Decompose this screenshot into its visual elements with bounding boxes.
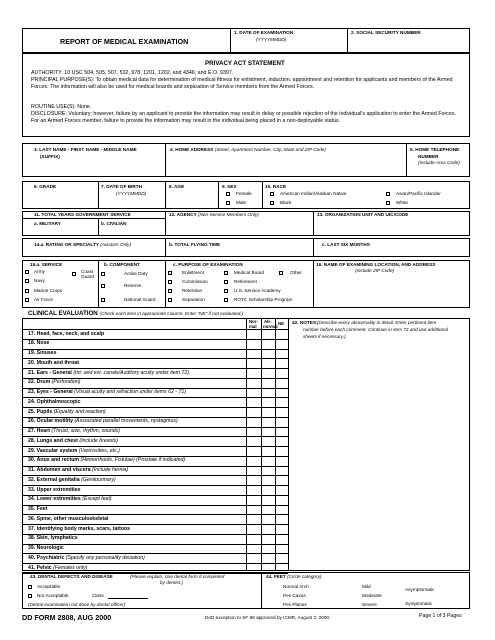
clinical-item-number: 40.	[28, 554, 36, 561]
col-normal-header: Nor-	[249, 319, 259, 324]
purpose-retention-checkbox[interactable]	[168, 289, 172, 293]
clinical-item-text: Psychiatric	[36, 554, 65, 561]
service-marines-checkbox[interactable]	[25, 289, 29, 293]
clinical-abnormal-cell[interactable]	[262, 457, 274, 465]
clinical-ne-cell[interactable]	[276, 398, 287, 406]
dental-explanation-field[interactable]	[150, 586, 259, 608]
clinical-item-row	[28, 351, 57, 356]
clinical-item-row	[28, 488, 81, 493]
clinical-ne-cell[interactable]	[276, 379, 287, 387]
clinical-abnormal-cell[interactable]	[262, 447, 274, 455]
purpose-commission-label: Commission	[182, 279, 208, 284]
component-reserve-checkbox[interactable]	[101, 284, 105, 288]
purpose-retirement-checkbox[interactable]	[224, 280, 228, 284]
privacy-disclosure: DISCLOSURE: Voluntary; however, failure by an applicant to provide the information may result in delay or possible rejection of the individual's application to enter the Armed Forces. For an Armed Forces member, failure to provide the information may result in the individual being placed in a non-deployable status.	[31, 111, 456, 124]
clinical-item-row	[28, 468, 128, 473]
component-label: b. COMPONENT	[104, 262, 140, 267]
clinical-abnormal-cell[interactable]	[262, 359, 274, 367]
org-unit-field[interactable]	[315, 220, 468, 235]
age-field[interactable]	[167, 192, 217, 208]
clinical-ne-cell[interactable]	[276, 545, 287, 553]
clinical-abnormal-cell[interactable]	[262, 564, 274, 572]
clinical-item-number: 27.	[28, 428, 36, 434]
clinical-item-text: Sinuses	[36, 350, 57, 356]
military-label: a. MILITARY	[34, 221, 61, 226]
feet-label: 44. FEET (Circle category)	[266, 574, 322, 579]
clinical-abnormal-cell[interactable]	[262, 408, 274, 416]
clinical-abnormal-cell[interactable]	[262, 437, 274, 445]
notes-hint-1: (Describe every abnormality in detail. Enter pertinent item	[317, 320, 437, 325]
clinical-normal-cell[interactable]	[247, 515, 260, 523]
sex-male-label: Male	[236, 200, 247, 205]
clinical-item-number: 37.	[28, 525, 36, 532]
grade-label: 6. GRADE	[34, 184, 57, 189]
clinical-item-text: Drum	[36, 379, 51, 386]
clinical-abnormal-cell[interactable]	[262, 418, 274, 426]
flying-time-label: b. TOTAL FLYING TIME	[169, 242, 221, 247]
clinical-item-number: 31.	[28, 467, 36, 473]
date-of-exam-format: (YYYYMMDD)	[256, 37, 287, 42]
clinical-evaluation-heading: CLINICAL EVALUATION (Check each item in appropriate column. Enter "NE" if not evaluated.)	[28, 310, 244, 317]
clinical-item-number: 25.	[28, 408, 36, 415]
clinical-ne-cell[interactable]	[276, 457, 287, 465]
component-active-checkbox[interactable]	[101, 272, 105, 276]
feet-pes-planus[interactable]: Pes Planus	[283, 602, 307, 607]
race-black-checkbox[interactable]	[270, 201, 274, 205]
purpose-rotc-label: ROTC Scholarship Program	[234, 297, 293, 302]
purpose-retention-label: Retention	[182, 288, 203, 293]
clinical-item-hint: (Varicosities, etc.)	[78, 447, 120, 454]
clinical-normal-cell[interactable]	[247, 457, 260, 465]
dob-field[interactable]	[100, 198, 164, 208]
notes-hint-2: number before each comment. Continue in item 73 and use additional	[303, 327, 448, 332]
clinical-item-number: 41.	[28, 564, 36, 571]
dental-class-field[interactable]	[108, 593, 148, 599]
clinical-item-number: 24.	[28, 398, 36, 405]
privacy-routine-use: ROUTINE USE(S): None.	[31, 104, 92, 110]
clinical-ne-cell[interactable]	[276, 525, 287, 533]
exam-location-field[interactable]	[315, 276, 468, 307]
clinical-item-number: 32.	[28, 476, 36, 483]
name-suffix-label: (SUFFIX)	[40, 154, 60, 159]
race-asian-label: Asian/Pacific Islander	[396, 191, 441, 196]
clinical-normal-cell[interactable]	[247, 398, 260, 406]
dental-not-acceptable-checkbox[interactable]	[28, 594, 32, 598]
clinical-ne-cell[interactable]	[276, 359, 287, 367]
clinical-item-row	[28, 371, 189, 376]
clinical-item-row	[28, 439, 118, 444]
clinical-item-text: Anus and rectum	[36, 457, 80, 464]
clinical-item-text: Lower extremities	[36, 496, 81, 503]
rating-label: 14.a. RATING OR SPECIALTY (Aviators Only)	[34, 242, 132, 247]
clinical-item-row	[28, 556, 145, 561]
clinical-item-hint: (Equality and reaction)	[53, 408, 106, 415]
home-address-field[interactable]	[167, 155, 405, 176]
clinical-item-hint: (Visual acuity and refraction under items 62 - 71)	[74, 389, 186, 395]
race-asian-checkbox[interactable]	[386, 192, 390, 196]
exam-purpose-label: c. PURPOSE OF EXAMINATION	[173, 262, 243, 267]
service-army-label: Army	[34, 269, 45, 274]
clinical-ne-cell[interactable]	[276, 437, 287, 445]
component-active-label: Active Duty	[124, 271, 148, 276]
clinical-item-text: Upper extremities	[36, 486, 81, 493]
clinical-normal-cell[interactable]	[247, 467, 260, 475]
clinical-item-text: Ophthalmoscopic	[36, 398, 81, 405]
clinical-item-hint: (Females only)	[53, 564, 88, 571]
service-marines-label: Marine Corps	[34, 288, 63, 293]
clinical-item-hint: (Associated parallel movements, nystagmus)	[74, 418, 178, 425]
clinical-item-row	[28, 478, 116, 483]
clinical-normal-cell[interactable]	[247, 525, 260, 533]
purpose-separation-label: Separation	[182, 297, 205, 302]
clinical-ne-cell[interactable]	[276, 369, 287, 377]
col-normal-header-2: mal	[249, 324, 257, 329]
purpose-separation-checkbox[interactable]	[168, 298, 172, 302]
clinical-item-row	[28, 527, 130, 532]
clinical-normal-cell[interactable]	[247, 408, 260, 416]
clinical-abnormal-cell[interactable]	[262, 554, 274, 562]
service-label: 15.a. SERVICE	[30, 262, 63, 267]
clinical-abnormal-cell[interactable]	[262, 369, 274, 377]
clinical-ne-cell[interactable]	[276, 554, 287, 562]
clinical-ne-cell[interactable]	[276, 350, 287, 358]
clinical-abnormal-cell[interactable]	[262, 330, 274, 338]
clinical-abnormal-cell[interactable]	[262, 467, 274, 475]
component-guard-checkbox[interactable]	[101, 298, 105, 302]
purpose-academy-checkbox[interactable]	[224, 289, 228, 293]
home-phone-field[interactable]	[408, 167, 468, 176]
clinical-ne-cell[interactable]	[276, 476, 287, 484]
clinical-normal-cell[interactable]	[247, 418, 260, 426]
clinical-item-hint: (Int. and ext. canals/Auditory acuity under item 72)	[73, 369, 189, 376]
flying-time-field[interactable]	[167, 249, 312, 256]
clinical-ne-cell[interactable]	[276, 564, 287, 572]
clinical-abnormal-cell[interactable]	[262, 379, 274, 387]
purpose-enlistment-checkbox[interactable]	[168, 271, 172, 275]
clinical-normal-cell[interactable]	[247, 564, 260, 572]
service-navy-checkbox[interactable]	[25, 279, 29, 283]
clinical-item-text: Spine, other musculoskeletal	[36, 515, 109, 522]
notes-hint-3: sheets if necessary.)	[303, 334, 346, 339]
clinical-normal-cell[interactable]	[247, 437, 260, 445]
purpose-enlistment-label: Enlistment	[182, 270, 204, 275]
exam-location-label: 16. NAME OF EXAMINING LOCATION, AND ADDRESS	[316, 262, 436, 267]
clinical-item-row	[28, 390, 186, 395]
clinical-ne-cell[interactable]	[276, 330, 287, 338]
clinical-item-row	[28, 458, 185, 463]
clinical-item-number: 19.	[28, 350, 36, 356]
clinical-item-number: 34.	[28, 496, 36, 503]
clinical-abnormal-cell[interactable]	[262, 525, 274, 533]
clinical-item-row	[28, 449, 120, 454]
clinical-abnormal-cell[interactable]	[262, 506, 274, 514]
clinical-normal-cell[interactable]	[247, 350, 260, 358]
clinical-item-row	[28, 497, 112, 502]
clinical-item-row	[28, 546, 64, 551]
col-ne-header: NE	[278, 321, 285, 326]
agency-field[interactable]	[167, 220, 312, 235]
clinical-ne-cell[interactable]	[276, 467, 287, 475]
clinical-item-row	[28, 400, 80, 405]
clinical-item-row	[28, 410, 106, 415]
clinical-abnormal-cell[interactable]	[262, 389, 274, 397]
ssn-field[interactable]	[349, 38, 467, 52]
purpose-medical-board-checkbox[interactable]	[224, 271, 228, 275]
clinical-item-row	[28, 380, 81, 385]
clinical-abnormal-cell[interactable]	[262, 535, 274, 543]
grade-field[interactable]	[24, 192, 96, 208]
dental-class-label: Class	[92, 593, 104, 598]
clinical-item-number: 39.	[28, 545, 36, 551]
home-address-label: 4. HOME ADDRESS (Street, Apartment Number, City, State and ZIP Code)	[170, 147, 326, 152]
civilian-label: b. CIVILIAN	[101, 221, 127, 226]
clinical-item-number: 18.	[28, 340, 36, 347]
home-phone-hint: (Include Area Code)	[418, 160, 460, 165]
dental-label: 43. DENTAL DEFECTS AND DISEASE	[30, 574, 113, 579]
service-army-checkbox[interactable]	[25, 270, 29, 274]
org-unit-label: 13. ORGANIZATION UNIT AND UIC/CODE	[317, 212, 409, 217]
clinical-item-hint: (Thrust, size, rhythm, sounds)	[51, 428, 121, 434]
clinical-abnormal-cell[interactable]	[262, 476, 274, 484]
clinical-abnormal-cell[interactable]	[262, 545, 274, 553]
clinical-item-text: Mouth and throat	[36, 359, 80, 366]
sex-female-label: Female	[236, 191, 252, 196]
dental-acceptable-label: Acceptable	[37, 584, 61, 589]
clinical-item-hint: (Include hernia)	[92, 467, 129, 473]
agency-label: 12. AGENCY (Non-Service Members Only)	[169, 212, 259, 217]
service-years-label: 11. TOTAL YEARS GOVERNMENT SERVICE	[34, 212, 131, 217]
date-of-exam-label: 1. DATE OF EXAMINATION	[234, 30, 294, 35]
notes-field[interactable]	[290, 342, 468, 570]
clinical-item-row	[28, 429, 120, 434]
clinical-normal-cell[interactable]	[247, 496, 260, 504]
sex-female-checkbox[interactable]	[226, 192, 230, 196]
feet-symptomatic[interactable]: Symptomatic	[405, 601, 433, 606]
clinical-item-number: 21.	[28, 369, 36, 376]
clinical-item-row	[28, 507, 47, 512]
clinical-item-row	[28, 332, 104, 337]
military-years-field[interactable]	[24, 228, 97, 235]
clinical-item-text: Feet	[36, 506, 48, 512]
six-months-field[interactable]	[315, 249, 468, 256]
privacy-purpose: PRINCIPAL PURPOSE(S): To obtain medical data for determination of medical fitness for enlistment, induction, appointment and retention for applicants and members of the Armed Forces. The information will also be used for medical boards and separation of Service members from the Armed Forces.	[31, 77, 453, 90]
clinical-abnormal-cell[interactable]	[262, 340, 274, 348]
clinical-item-hint: (Hemorrhoids, Fistulae) (Prostate if indicated)	[80, 457, 186, 464]
clinical-abnormal-cell[interactable]	[262, 350, 274, 358]
feet-normal-arch[interactable]: Normal Arch	[283, 584, 309, 589]
purpose-other-checkbox[interactable]	[279, 271, 283, 275]
purpose-medical-board-label: Medical Board	[234, 270, 264, 275]
clinical-abnormal-cell[interactable]	[262, 398, 274, 406]
service-air-force-label: Air Force	[34, 297, 54, 302]
clinical-item-hint: (Genitourinary)	[81, 476, 116, 483]
dental-not-acceptable-label: Not Acceptable	[37, 593, 69, 598]
clinical-item-text: Neurologic	[36, 545, 64, 551]
clinical-item-number: 23.	[28, 389, 36, 395]
clinical-normal-cell[interactable]	[247, 330, 260, 338]
clinical-item-text: Heart	[36, 428, 50, 434]
name-label: 3. LAST NAME - FIRST NAME - MIDDLE NAME	[34, 147, 137, 152]
clinical-item-hint: (Perforation)	[51, 379, 81, 386]
clinical-item-row	[28, 517, 108, 522]
feet-pes-cavus[interactable]: Pes Cavus	[283, 593, 306, 598]
feet-mild[interactable]: Mild	[362, 584, 371, 589]
rating-field[interactable]	[24, 249, 164, 256]
clinical-item-text: Vascular system	[36, 447, 78, 454]
component-guard-label: National Guard	[124, 297, 156, 302]
clinical-item-text: Ears - General	[36, 369, 72, 376]
service-air-force-checkbox[interactable]	[25, 298, 29, 302]
civilian-years-field[interactable]	[100, 228, 164, 235]
purpose-commission-checkbox[interactable]	[168, 280, 172, 284]
home-phone-label-2: NUMBER	[418, 154, 439, 159]
privacy-heading: PRIVACY ACT STATEMENT	[205, 60, 285, 67]
dental-hint-1: (Please explain. Use dental form if completed	[130, 574, 225, 579]
clinical-item-number: 38.	[28, 535, 36, 542]
race-label: 10. RACE	[265, 184, 287, 189]
date-of-exam-field[interactable]	[232, 44, 345, 52]
clinical-item-number: 33.	[28, 486, 36, 493]
clinical-item-number: 30.	[28, 457, 36, 464]
name-field[interactable]	[24, 161, 164, 176]
dental-hint-2: by dentist.)	[160, 580, 183, 585]
clinical-normal-cell[interactable]	[247, 389, 260, 397]
clinical-item-number: 22.	[28, 379, 36, 386]
clinical-item-number: 20.	[28, 359, 36, 366]
clinical-item-number: 28.	[28, 437, 36, 444]
feet-moderate[interactable]: Moderate	[362, 593, 382, 598]
sex-label: 9. SEX	[222, 184, 237, 189]
clinical-item-text: Ocular motility	[36, 418, 73, 425]
clinical-item-row	[28, 341, 49, 346]
clinical-normal-cell[interactable]	[247, 545, 260, 553]
clinical-item-number: 26.	[28, 418, 36, 425]
race-native-checkbox[interactable]	[270, 192, 274, 196]
clinical-ne-cell[interactable]	[276, 486, 287, 494]
race-white-checkbox[interactable]	[386, 201, 390, 205]
clinical-item-number: 29.	[28, 447, 36, 454]
clinical-item-number: 36.	[28, 515, 36, 522]
clinical-item-row	[28, 536, 78, 541]
clinical-ne-cell[interactable]	[276, 506, 287, 514]
clinical-ne-cell[interactable]	[276, 340, 287, 348]
clinical-normal-cell[interactable]	[247, 340, 260, 348]
col-abnormal-header-2: normal	[263, 324, 278, 329]
service-coast-guard-checkbox[interactable]	[72, 272, 76, 276]
clinical-item-text: External genitalia	[36, 476, 80, 483]
clinical-abnormal-cell[interactable]	[262, 428, 274, 436]
col-abnormal-header: Ab-	[264, 319, 272, 324]
clinical-ne-cell[interactable]	[276, 496, 287, 504]
clinical-item-text: Abdomen and viscera	[36, 467, 91, 473]
clinical-normal-cell[interactable]	[247, 476, 260, 484]
age-label: 8. AGE	[169, 184, 185, 189]
clinical-item-text: Eyes - General	[36, 389, 73, 395]
clinical-normal-cell[interactable]	[247, 369, 260, 377]
race-white-label: White	[396, 200, 408, 205]
clinical-abnormal-cell[interactable]	[262, 515, 274, 523]
clinical-ne-cell[interactable]	[276, 408, 287, 416]
race-native-label: American Indian/Alaskan Native	[280, 191, 347, 196]
clinical-abnormal-cell[interactable]	[262, 496, 274, 504]
clinical-normal-cell[interactable]	[247, 535, 260, 543]
page-number: Page 1 of 3 Pages	[419, 613, 462, 619]
purpose-other-label: Other	[290, 270, 302, 275]
dob-format: (YYYYMMDD)	[116, 191, 147, 196]
clinical-normal-cell[interactable]	[247, 379, 260, 387]
component-reserve-label: Reserve	[124, 283, 142, 288]
clinical-ne-cell[interactable]	[276, 428, 287, 436]
clinical-normal-cell[interactable]	[247, 428, 260, 436]
sf88-exception-note: DoD exception to SF 88 approved by ICMR, August 3, 2000.	[205, 615, 331, 620]
form-title: REPORT OF MEDICAL EXAMINATION	[60, 37, 189, 46]
clinical-item-text: Pelvic	[36, 564, 52, 571]
clinical-ne-cell[interactable]	[276, 418, 287, 426]
purpose-rotc-checkbox[interactable]	[224, 298, 228, 302]
clinical-item-text: Identifying body marks, scars, tattoos	[36, 525, 131, 532]
purpose-retirement-label: Retirement	[234, 279, 257, 284]
clinical-normal-cell[interactable]	[247, 554, 260, 562]
service-navy-label: Navy	[34, 278, 45, 283]
form-number: DD FORM 2808, AUG 2000	[22, 613, 112, 622]
dental-footnote: (Dental examination not done by dental officer)	[28, 602, 126, 607]
clinical-item-text: Head, face, neck, and scalp	[36, 330, 105, 337]
sex-male-checkbox[interactable]	[226, 201, 230, 205]
clinical-normal-cell[interactable]	[247, 359, 260, 367]
clinical-item-text: Nose	[36, 340, 50, 347]
privacy-authority: AUTHORITY: 10 USC 504, 505, 507, 532, 978, 1201, 1202, and 4346; and E.O. 9397.	[31, 70, 234, 76]
feet-severe[interactable]: Severe	[362, 602, 377, 607]
clinical-item-number: 17.	[28, 330, 36, 337]
clinical-ne-cell[interactable]	[276, 447, 287, 455]
dob-label: 7. DATE OF BIRTH	[101, 184, 143, 189]
clinical-abnormal-cell[interactable]	[262, 486, 274, 494]
clinical-ne-cell[interactable]	[276, 535, 287, 543]
clinical-item-text: Pupils	[36, 408, 53, 415]
clinical-item-row	[28, 566, 87, 571]
clinical-item-hint: (Except feet)	[82, 496, 112, 503]
home-phone-label: 5. HOME TELEPHONE	[410, 147, 460, 152]
clinical-item-hint: (Include breasts)	[79, 437, 118, 444]
feet-asymptomatic[interactable]: Asymptomatic	[405, 587, 435, 592]
clinical-item-row	[28, 419, 178, 424]
race-black-label: Black	[280, 200, 292, 205]
clinical-item-number: 35.	[28, 506, 36, 512]
clinical-normal-cell[interactable]	[247, 486, 260, 494]
ssn-label: 2. SOCIAL SECURITY NUMBER	[351, 30, 421, 35]
clinical-item-row	[28, 361, 79, 366]
dental-acceptable-checkbox[interactable]	[28, 585, 32, 589]
service-coast-guard-label: Coast Guard	[81, 269, 95, 279]
notes-label: 42. NOTES:	[292, 320, 318, 325]
clinical-item-hint: (Specify any personality deviation)	[65, 554, 145, 561]
clinical-ne-cell[interactable]	[276, 389, 287, 397]
purpose-academy-label: U.S. Service Academy	[234, 288, 281, 293]
clinical-item-text: Lungs and chest	[36, 437, 78, 444]
six-months-label: c. LAST SIX MONTHS	[322, 242, 370, 247]
clinical-normal-cell[interactable]	[247, 506, 260, 514]
clinical-item-text: Skin, lymphatics	[36, 535, 78, 542]
clinical-normal-cell[interactable]	[247, 447, 260, 455]
clinical-ne-cell[interactable]	[276, 515, 287, 523]
exam-location-hint: (Include ZIP Code)	[355, 268, 395, 273]
